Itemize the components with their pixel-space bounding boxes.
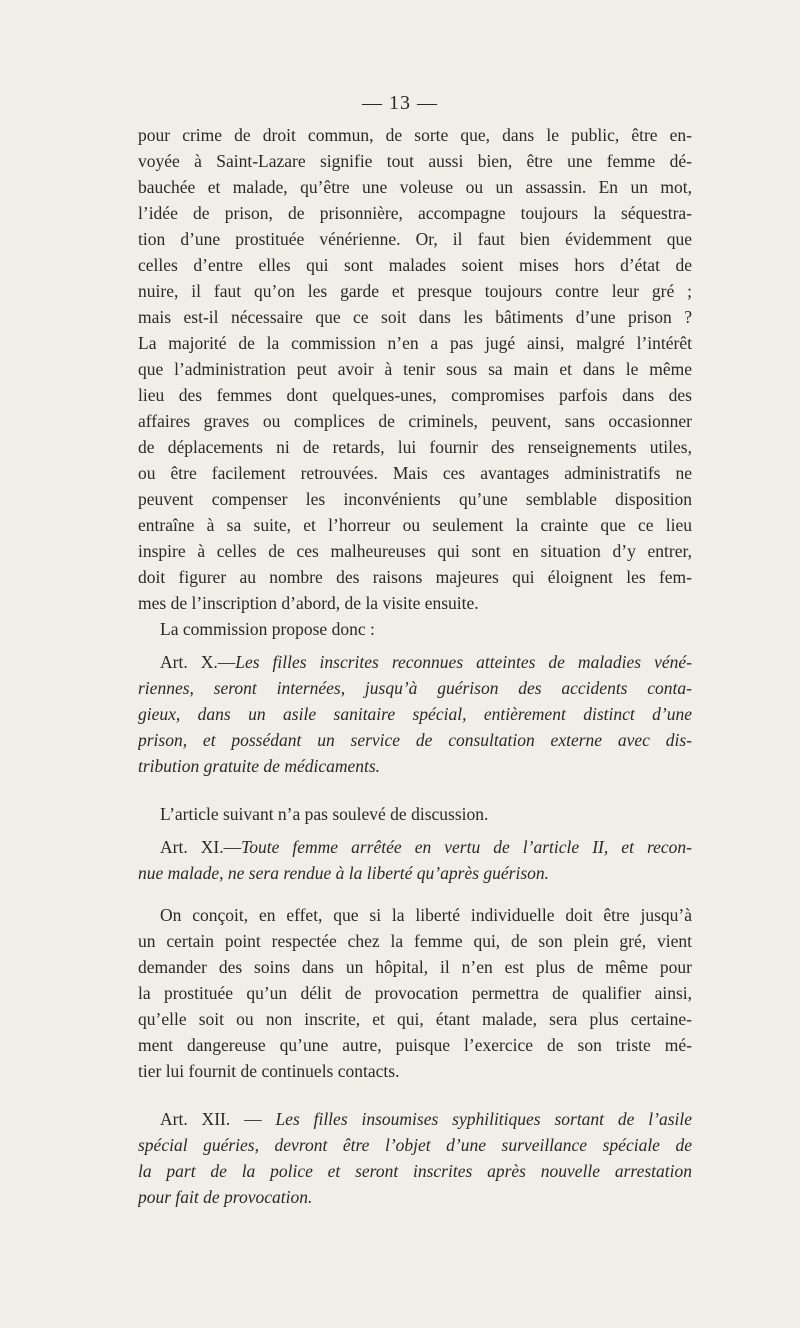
article-x	[138, 649, 692, 779]
article-text: gieux, dans un asile sanitaire spécial, entièrement distinct d’une	[138, 704, 692, 724]
text-line: pour crime de droit commun, de sorte que, dans le public, être en-	[138, 125, 692, 145]
text-line: un certain point respectée chez la femme qui, de son plein gré, vient	[138, 931, 692, 951]
text-line: bauchée et malade, qu’être une voleuse ou un assassin. En un mot,	[138, 177, 692, 197]
text-line	[138, 1106, 692, 1132]
article-text: riennes, seront internées, jusqu’à guérison des accidents conta-	[138, 678, 692, 698]
text-line: doit figurer au nombre des raisons majeures qui éloignent les fem-	[138, 567, 692, 587]
article-text: Les filles inscrites reconnues atteintes de maladies véné-	[235, 652, 692, 672]
text-line: lieu des femmes dont quelques-unes, compromises parfois dans des	[138, 385, 692, 405]
text-line: de déplacements ni de retards, lui fournir des renseignements utiles,	[138, 437, 692, 457]
article-text: pour fait de provocation.	[138, 1187, 313, 1207]
text-line: tion d’une prostituée vénérienne. Or, il faut bien évidemment que	[138, 229, 692, 249]
text-line: tier lui fournit de continuels contacts.	[138, 1061, 400, 1081]
article-xi	[138, 834, 692, 886]
text-line: On conçoit, en effet, que si la liberté individuelle doit être jusqu’à	[160, 905, 692, 925]
text-line: ment dangereuse qu’une autre, puisque l’exercice de son triste mé-	[138, 1035, 692, 1055]
text-line: demander des soins dans un hôpital, il n’en est plus de même pour	[138, 957, 692, 977]
paragraph	[138, 122, 692, 616]
paragraph	[138, 801, 692, 827]
text-line: affaires graves ou complices de criminels, peuvent, sans occasionner	[138, 411, 692, 431]
text-line: ou être facilement retrouvées. Mais ces avantages administratifs ne	[138, 463, 692, 483]
text-line: qu’elle soit ou non inscrite, et qui, étant malade, sera plus certaine-	[138, 1009, 692, 1029]
article-text: tribution gratuite de médicaments.	[138, 756, 381, 776]
text-line: La commission propose donc :	[160, 619, 375, 639]
article-label: Art. XI.—	[160, 837, 242, 857]
text-line: peuvent compenser les inconvénients qu’une semblable disposition	[138, 489, 692, 509]
text-line: mes de l’inscription d’abord, de la visite ensuite.	[138, 593, 479, 613]
article-xii	[138, 1106, 692, 1210]
article-label: Art. X.—	[160, 652, 236, 672]
text-line: que l’administration peut avoir à tenir sous sa main et dans le même	[138, 359, 692, 379]
text-line: celles d’entre elles qui sont malades soient mises hors d’état de	[138, 255, 692, 275]
text-line: voyée à Saint-Lazare signifie tout aussi bien, être une femme dé-	[138, 151, 692, 171]
article-text: la part de la police et seront inscrites après nouvelle arrestation	[138, 1161, 692, 1181]
body-text	[138, 122, 692, 1210]
page-number: — 13 —	[362, 92, 438, 114]
article-label: Art. XII. —	[160, 1109, 262, 1129]
article-text: Les filles insoumises syphilitiques sortant de l’asile	[275, 1109, 692, 1129]
text-line: entraîne à sa suite, et l’horreur ou seulement la crainte que ce lieu	[138, 515, 692, 535]
text-line	[138, 834, 692, 860]
paragraph	[138, 616, 692, 642]
text-line: l’idée de prison, de prisonnière, accompagne toujours la séquestra-	[138, 203, 692, 223]
article-text: prison, et possédant un service de consultation externe avec dis-	[138, 730, 692, 750]
text-line: la prostituée qu’un délit de provocation permettra de qualifier ainsi,	[138, 983, 692, 1003]
article-text: Toute femme arrêtée en vertu de l’article II, et recon-	[241, 837, 692, 857]
text-line: mais est-il nécessaire que ce soit dans les bâtiments d’une prison ?	[138, 307, 692, 327]
text-line	[138, 649, 692, 675]
text-line: inspire à celles de ces malheureuses qui sont en situation d’y entrer,	[138, 541, 692, 561]
article-text: spécial guéries, devront être l’objet d’une surveillance spéciale de	[138, 1135, 692, 1155]
paragraph	[138, 902, 692, 1084]
text-line: nuire, il faut qu’on les garde et presque toujours contre leur gré ;	[138, 281, 692, 301]
text-line: La majorité de la commission n’en a pas jugé ainsi, malgré l’intérêt	[138, 333, 692, 353]
text-line: L’article suivant n’a pas soulevé de discussion.	[160, 804, 489, 824]
article-text: nue malade, ne sera rendue à la liberté qu’après guérison.	[138, 863, 550, 883]
